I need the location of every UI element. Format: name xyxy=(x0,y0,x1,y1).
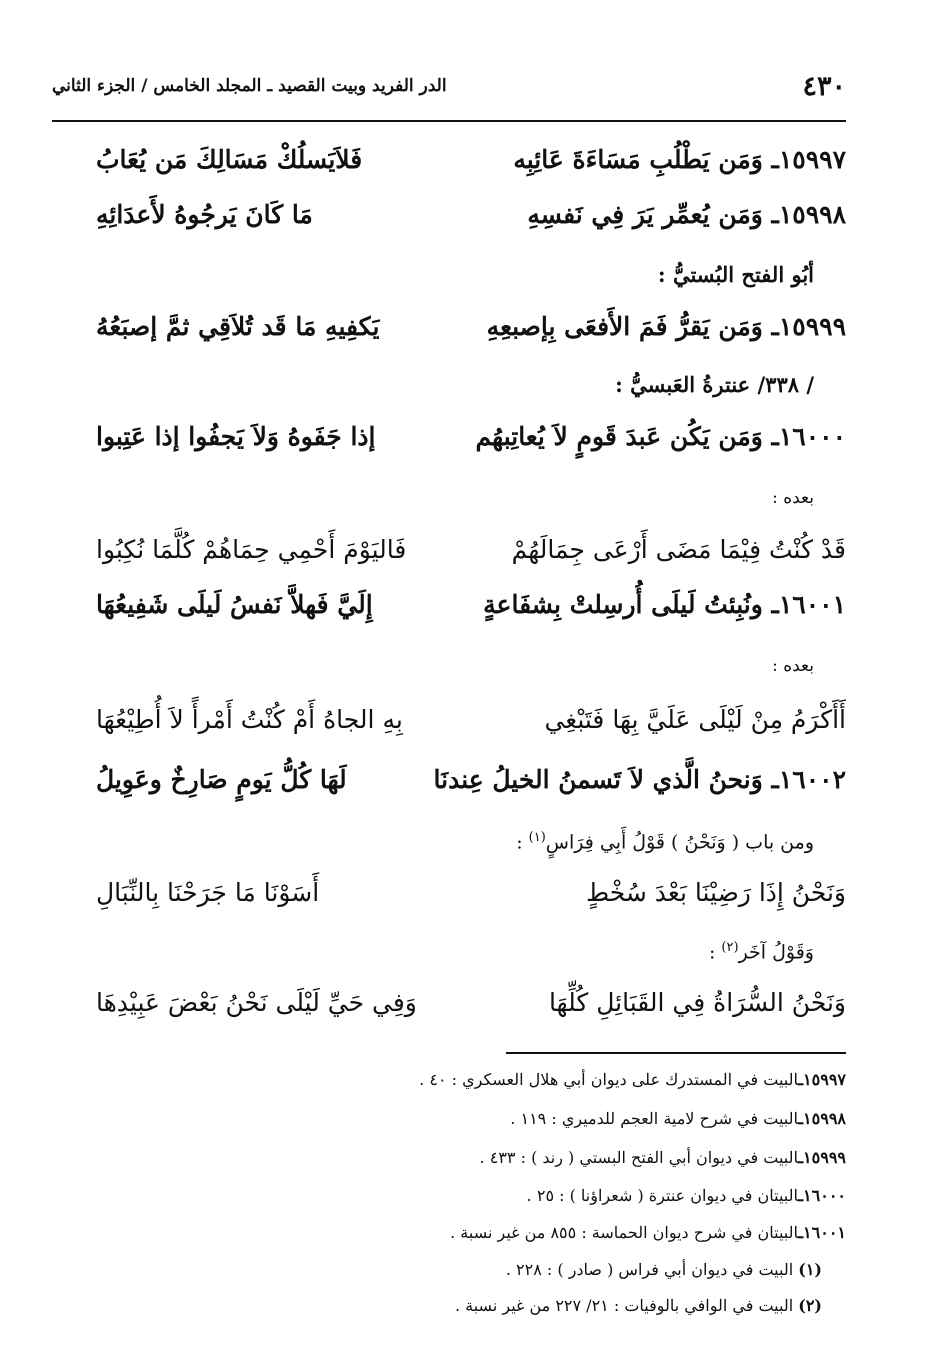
verse-second-hemistich: لَهَا كُلُّ يَومٍ صَارِخٌ وعَوِيلُ xyxy=(96,765,347,794)
running-title: الدر الفريد وبيت القصيد ـ المجلد الخامس / الجزء الثاني xyxy=(52,76,447,96)
footnote-number: ١٥٩٩٧ـ xyxy=(798,1070,846,1089)
footnote-1 xyxy=(506,1260,822,1279)
footnote-number: (١) xyxy=(798,1260,822,1279)
verse-first-hemistich: ١٥٩٩٨ـ وَمَن يُعمِّر يَرَ فِي نَفسِهِ xyxy=(527,200,846,229)
poet-heading: أبُو الفتح البُستيُّ : xyxy=(657,262,814,287)
footnote-15998 xyxy=(510,1109,846,1128)
bab-line xyxy=(516,830,814,853)
verse-second-hemistich: وَفِي حَيِّ لَيْلَى نَحْنُ بَعْضَ عَبِيْدِهَا xyxy=(96,988,417,1017)
page-number: ٤٣٠ xyxy=(802,70,846,102)
verse-follow-4 xyxy=(96,988,846,1032)
verse-15998 xyxy=(96,200,846,244)
verse-16001 xyxy=(96,590,846,634)
verse-15997 xyxy=(96,145,846,189)
verse-second-hemistich: أَسَوْنَا مَا جَرَحْنَا بِالنِّبَالِ xyxy=(96,878,320,907)
footnote-15997 xyxy=(419,1070,846,1089)
verse-follow-2 xyxy=(96,705,846,749)
verse-second-hemistich: إذا جَفَوهُ وَلاَ يَجفُوا إذا عَتِبوا xyxy=(96,422,376,451)
footnote-number: ١٥٩٩٨ـ xyxy=(798,1109,846,1128)
footnote-15999 xyxy=(480,1148,846,1167)
footnote-number: ١٥٩٩٩ـ xyxy=(798,1148,846,1167)
verse-first-hemistich: ١٥٩٩٩ـ وَمَن يَقرُّ فَمَ الأَفعَى بِإصبعِهِ xyxy=(486,312,846,341)
verse-follow-3 xyxy=(96,878,846,922)
qawl-line xyxy=(709,940,814,963)
verse-first-hemistich: ١٦٠٠٢ـ وَنحنُ الَّذي لاَ تَسمنُ الخيلُ عِندنَا xyxy=(433,765,846,794)
poet-heading: / ٣٣٨/ عنترةُ العَبسيُّ : xyxy=(615,372,814,397)
footnote-marker: (١) xyxy=(528,830,546,845)
qawl-colon: : xyxy=(708,941,722,964)
verse-second-hemistich: فَاليَوْمَ أَحْمِي حِمَاهُمْ كُلَّمَا نُكِبُوا xyxy=(96,535,407,564)
footnote-text: البيتان في ديوان عنترة ( شعراؤنا ) : ٢٥ . xyxy=(526,1186,799,1205)
page-header xyxy=(52,66,846,106)
verse-15999 xyxy=(96,312,846,356)
verse-second-hemistich: بِهِ الجاهُ أَمْ كُنْتُ أَمْرأً لاَ أُطِيْعُهَا xyxy=(96,705,403,734)
verse-second-hemistich: مَا كَانَ يَرجُوهُ لأَعدَائِهِ xyxy=(96,200,313,229)
verse-second-hemistich: يَكفِيهِ مَا قَد تُلاَقِي ثمَّ إصبَعُهُ xyxy=(96,312,380,341)
verse-first-hemistich: أَأَكْرَمُ مِنْ لَيْلَى عَلَيَّ بِهَا فَتَبْغِي xyxy=(544,705,846,734)
verse-first-hemistich: قَدْ كُنْتُ فِيْمَا مَضَى أَرْعَى جِمَالَهُمْ xyxy=(511,535,846,564)
footnote-number: (٢) xyxy=(798,1296,822,1315)
verse-second-hemistich: إِلَيَّ فَهلاَّ نَفسُ لَيلَى شَفِيعُهَا xyxy=(96,590,373,619)
footnote-text: البيت في ديوان أبي الفتح البستي ( رند ) : ٤٣٣ . xyxy=(479,1148,799,1167)
verse-first-hemistich: ١٥٩٩٧ـ وَمَن يَطْلُبِ مَسَاءَةَ عَائِبِه xyxy=(513,145,846,174)
footnote-text: البيت في الوافي بالوفيات : ٢١/ ٢٢٧ من غير نسبة . xyxy=(454,1296,794,1315)
verse-16000 xyxy=(96,422,846,466)
verse-16002 xyxy=(96,765,846,809)
footnote-marker: (٢) xyxy=(721,940,739,955)
footnote-text: البيت في المستدرك على ديوان أبي هلال العسكري : ٤٠ . xyxy=(419,1070,799,1089)
verse-first-hemistich: ١٦٠٠١ـ ونُبِئتُ لَيلَى أُرسِلتْ بِشفَاعةٍ xyxy=(483,590,846,619)
verse-first-hemistich: ١٦٠٠٠ـ وَمَن يَكُن عَبدَ قَومٍ لاَ يُعاتِبهُم xyxy=(475,422,846,451)
verse-follow-1 xyxy=(96,535,846,579)
footnote-text: البيت في شرح لامية العجم للدميري : ١١٩ . xyxy=(510,1109,799,1128)
footnote-16000 xyxy=(527,1186,846,1205)
footnote-number: ١٦٠٠١ـ xyxy=(798,1223,846,1242)
footnote-text: البيتان في شرح ديوان الحماسة : ٨٥٥ من غير نسبة . xyxy=(450,1223,799,1242)
footnote-number: ١٦٠٠٠ـ xyxy=(798,1186,846,1205)
verse-first-hemistich: وَنَحْنُ إِذَا رَضِيْنَا بَعْدَ سُخْطٍ xyxy=(586,878,846,907)
after-label: بعده : xyxy=(772,488,814,508)
footnote-text: البيت في ديوان أبي فراس ( صادر ) : ٢٢٨ . xyxy=(505,1260,794,1279)
header-rule xyxy=(52,120,846,122)
verse-first-hemistich: وَنَحْنُ السُّرَاةُ فِي القَبَائِلِ كُلِّهَا xyxy=(548,988,846,1017)
after-label: بعده : xyxy=(772,656,814,676)
bab-text: ومن باب ( وَنَحْنُ ) قَوْلُ أَبِي فِرَاسٍ xyxy=(545,831,814,854)
footnote-16001 xyxy=(450,1223,846,1242)
footnote-separator xyxy=(506,1052,846,1054)
bab-colon: : xyxy=(516,831,529,854)
verse-second-hemistich: فَلاَيَسلُكْ مَسَالِكَ مَن يُعَابُ xyxy=(96,145,363,174)
footnote-2 xyxy=(455,1296,822,1315)
qawl-text: وَقَوْلُ آخَر xyxy=(738,941,814,964)
